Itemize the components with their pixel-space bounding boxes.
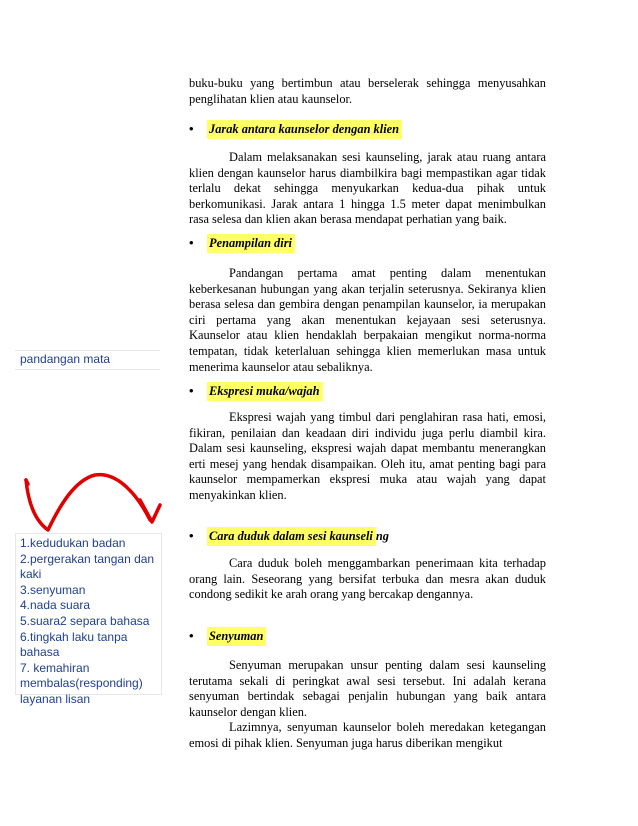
intro-paragraph: buku-buku yang bertimbun atau berselerak sehingga menyusahkan penglihatan klien atau kaunselor. (189, 76, 546, 106)
note-list-item: 4.nada suara (20, 598, 91, 613)
heading-text: Cara duduk dalam sesi kaunseli (207, 527, 376, 546)
note-list-item: 5.suara2 separa bahasa (20, 613, 150, 628)
section-body-jarak: Dalam melaksanakan sesi kaunseling, jarak atau ruang antara klien dengan kaunselor harus diambilkira bagi mempastikan agar tidak terlalu dekat sehingga menyukarkan kedua-dua pihak untuk berkomunikasi. Jarak antara 1 hingga 1.5 meter dapat menimbulkan rasa selesa dan klien akan berasa mendapat perhatian yang baik. (189, 150, 546, 227)
section-body-senyuman: Senyuman merupakan unsur penting dalam sesi kaunseling terutama sekali di peringkat awal sesi tersebut. Ini adalah kerana senyuman bertindak sebagai penjalin hubungan yang baik antara kaunselor dengan klien. (189, 658, 546, 719)
heading-text: Ekspresi muka/wajah (207, 382, 323, 401)
section-body-senyuman-2: Lazimnya, senyuman kaunselor boleh meredakan ketegangan emosi di pihak klien. Senyuman juga harus diberikan mengikut (189, 720, 546, 750)
note-list-item: 2.pergerakan tangan dan kaki (20, 551, 155, 582)
margin-note-pandangan: pandangan mata (20, 352, 111, 366)
note-list-item: 6.tingkah laku tanpa bahasa (20, 629, 128, 660)
bullet-icon: • (189, 121, 194, 136)
note-list-item: 1.kedudukan badan (20, 536, 126, 550)
section-body-penampilan: Pandangan pertama amat penting dalam menentukan keberkesanan hubungan yang akan terjalin seterusnya. Sekiranya klien berasa selesa dan gembira dengan penampilan kaunselor, ia merupakan ciri pertama yang akan menentukan kejayaan sesi seterusnya. Kaunselor atau klien hendaklah berpakaian mengikut norma-norma tempatan, tidak keterlaluan sehingga klien memerlukan masa untuk menerima kaunselor atau sebaliknya. (189, 266, 546, 374)
heading-text: Jarak antara kaunselor dengan klien (207, 120, 402, 139)
bullet-icon: • (189, 383, 194, 398)
heading-text: Senyuman (207, 627, 266, 646)
bullet-icon: • (189, 235, 194, 250)
note-list-item: 7. kemahiran membalas(responding) layanan lisan (20, 660, 143, 706)
section-body-ekspresi: Ekspresi wajah yang timbul dari penglahiran rasa hati, emosi, fikiran, penilaian dan keadaan diri individu juga perlu diambil kira. Dalam sesi kaunseling, ekspresi wajah dapat membantu menerangkan erti mesej yang hendak disampaikan. Oleh itu, amat penting bagi para kaunselor mempamerkan ekspresi muka atau wajah yang dapat menyakinkan klien. (189, 410, 546, 502)
bullet-icon: • (189, 628, 194, 643)
section-body-cara-duduk: Cara duduk boleh menggambarkan penerimaan kita terhadap orang lain. Seseorang yang bersifat terbuka dan mesra akan duduk condong sedikit ke arah orang yang bercakap dengannya. (189, 556, 546, 602)
bullet-icon: • (189, 528, 194, 543)
heading-tail: ng (375, 528, 389, 543)
heading-text: Penampilan diri (207, 234, 295, 253)
note-list-item: 3.senyuman (20, 582, 86, 597)
